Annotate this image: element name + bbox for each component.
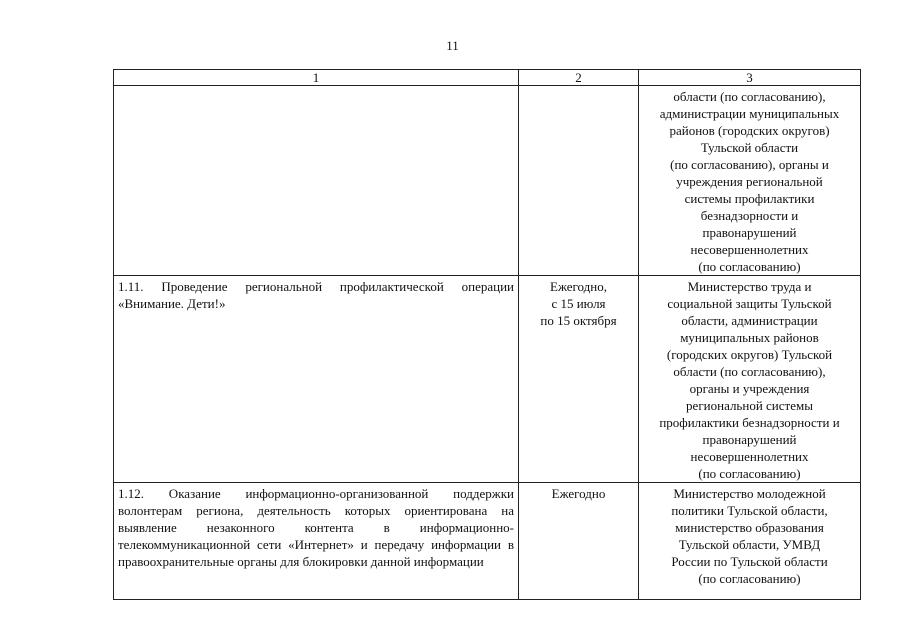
executor-line: администрации муниципальных (659, 106, 840, 121)
term-cell (519, 86, 639, 276)
executor-line: муниципальных районов (680, 330, 819, 345)
plan-table (113, 69, 861, 600)
executor-line: социальной защиты Тульской (667, 296, 832, 311)
executor-line: правонарушений (702, 225, 797, 240)
column-header-1: 1 (114, 70, 519, 86)
event-cell (114, 86, 519, 276)
executor-cell (639, 86, 861, 276)
executor-line: несовершеннолетних (690, 242, 809, 257)
executor-line: Министерство молодежной (673, 486, 826, 501)
executor-line: учреждения региональной (676, 174, 823, 189)
executor-line: профилактики безнадзорности и (659, 415, 840, 430)
term-line: Ежегодно (551, 486, 606, 501)
executor-line: области, администрации (681, 313, 818, 328)
executor-line: России по Тульской области (671, 554, 828, 569)
term-line: Ежегодно, (550, 279, 607, 294)
term-cell (519, 483, 639, 600)
executor-cell (639, 276, 861, 483)
column-header-3: 3 (639, 70, 861, 86)
event-cell: 1.11. Проведение региональной профилактической операции «Внимание. Дети!» (114, 276, 519, 483)
term-cell (519, 276, 639, 483)
executor-line: системы профилактики (684, 191, 815, 206)
executor-line: районов (городских округов) (669, 123, 830, 138)
executor-line: Министерство труда и (687, 279, 812, 294)
executor-line: (по согласованию) (698, 259, 801, 274)
executor-cell (639, 483, 861, 600)
executor-line: несовершеннолетних (690, 449, 809, 464)
executor-line: области (по согласованию), (673, 89, 826, 104)
page-number: 11 (446, 38, 459, 53)
event-cell: 1.12. Оказание информационно-организованной поддержки волонтерам региона, деятельность которых ориентирована на выявление незаконного контента в информационно-телекоммуникационной сети «Интернет» и передачу информации в правоохранительные органы для блокировки данной информации (114, 483, 519, 600)
table-row (114, 86, 861, 276)
executor-line: органы и учреждения (689, 381, 810, 396)
executor-line: министерство образования (675, 520, 824, 535)
executor-line: (по согласованию), органы и (670, 157, 829, 172)
term-line: по 15 октября (540, 313, 617, 328)
executor-line: политики Тульской области, (671, 503, 828, 518)
table-row (114, 276, 861, 483)
executor-line: (по согласованию) (698, 571, 801, 586)
table-row (114, 483, 861, 600)
executor-line: Тульской области (700, 140, 799, 155)
executor-line: области (по согласованию), (673, 364, 826, 379)
executor-line: (городских округов) Тульской (666, 347, 833, 362)
term-line: с 15 июля (551, 296, 606, 311)
executor-line: (по согласованию) (698, 466, 801, 481)
column-header-2: 2 (519, 70, 639, 86)
executor-line: Тульской области, УМВД (678, 537, 821, 552)
executor-line: региональной системы (686, 398, 813, 413)
executor-line: правонарушений (702, 432, 797, 447)
table-header-row (114, 70, 861, 86)
executor-line: безнадзорности и (700, 208, 799, 223)
